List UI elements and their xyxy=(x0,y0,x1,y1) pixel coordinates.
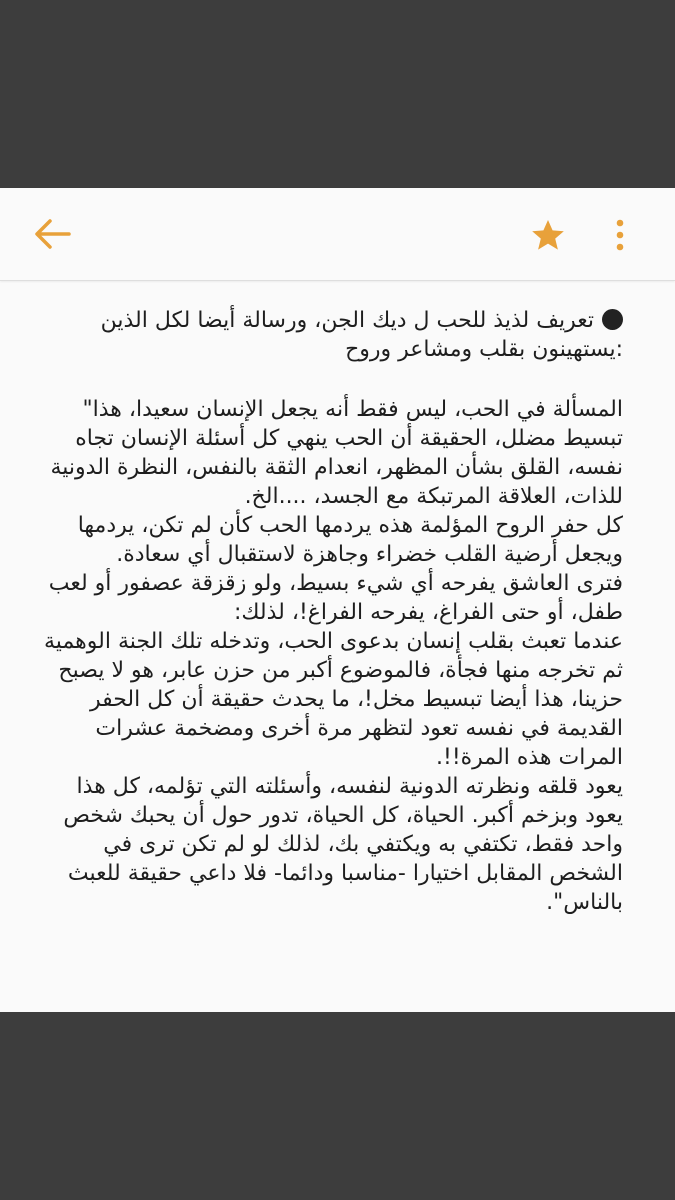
note-card xyxy=(0,188,675,1012)
star-icon xyxy=(526,214,570,258)
paragraph-5: يعود قلقه ونظرته الدونية لنفسه، وأسئلته التي تؤلمه، كل هذا يعود وبزخم أكبر. الحياة، كل الحياة، تدور حول أن يحبك شخص واحد فقط، تكتفي به ويكتفي بك، لذلك لو لم تكن ترى في الشخص المقابل اختيارا -مناسبا ودائما- فلا داعي حقيقة للعبث بالناس". xyxy=(63,774,623,915)
more-vert-icon xyxy=(604,214,636,258)
intro-line-1: تعريف لذيذ للحب ل ديك الجن، ورسالة أيضا لكل الذين xyxy=(100,308,594,333)
more-options-button[interactable] xyxy=(604,214,636,258)
intro-first-line xyxy=(40,306,623,335)
toolbar xyxy=(0,188,675,281)
intro-line-2: :يستهينون بقلب ومشاعر وروح xyxy=(345,337,623,362)
back-button[interactable] xyxy=(28,214,76,254)
paragraph-spacer xyxy=(40,364,623,395)
note-body xyxy=(40,306,623,917)
arrow-left-icon xyxy=(28,214,76,254)
paragraph-1: المسألة في الحب، ليس فقط أنه يجعل الإنسان سعيدا، هذا" تبسيط مضلل، الحقيقة أن الحب ينهي كل أسئلة الإنسان تجاه نفسه، القلق بشأن المظهر، انعدام الثقة بالنفس، النظرة الدونية للذات، العلاقة المرتبكة مع الجسد، ....الخ. xyxy=(50,397,623,509)
paragraph-2: كل حفر الروح المؤلمة هذه يردمها الحب كأن لم تكن، يردمها ويجعل أرضية القلب خضراء وجاهزة لاستقبال أي سعادة. xyxy=(77,513,623,567)
paragraph-3: فترى العاشق يفرحه أي شيء بسيط، ولو زقزقة عصفور أو لعب طفل، أو حتى الفراغ، يفرحه الفراغ!، لذلك: xyxy=(48,571,623,625)
paragraph-4: عندما تعبث بقلب إنسان بدعوى الحب، وتدخله تلك الجنة الوهمية ثم تخرجه منها فجأة، فالموضوع أكبر من حزن عابر، هو لا يصبح حزينا، هذا أيضا تبسيط مخل!، ما يحدث حقيقة أن كل الحفر القديمة في نفسه تعود لتظهر مرة أخرى ومضخمة عشرات المرات هذه المرة!!. xyxy=(44,629,623,770)
bullet-dot-icon xyxy=(602,309,623,330)
favorite-button[interactable] xyxy=(526,214,570,258)
